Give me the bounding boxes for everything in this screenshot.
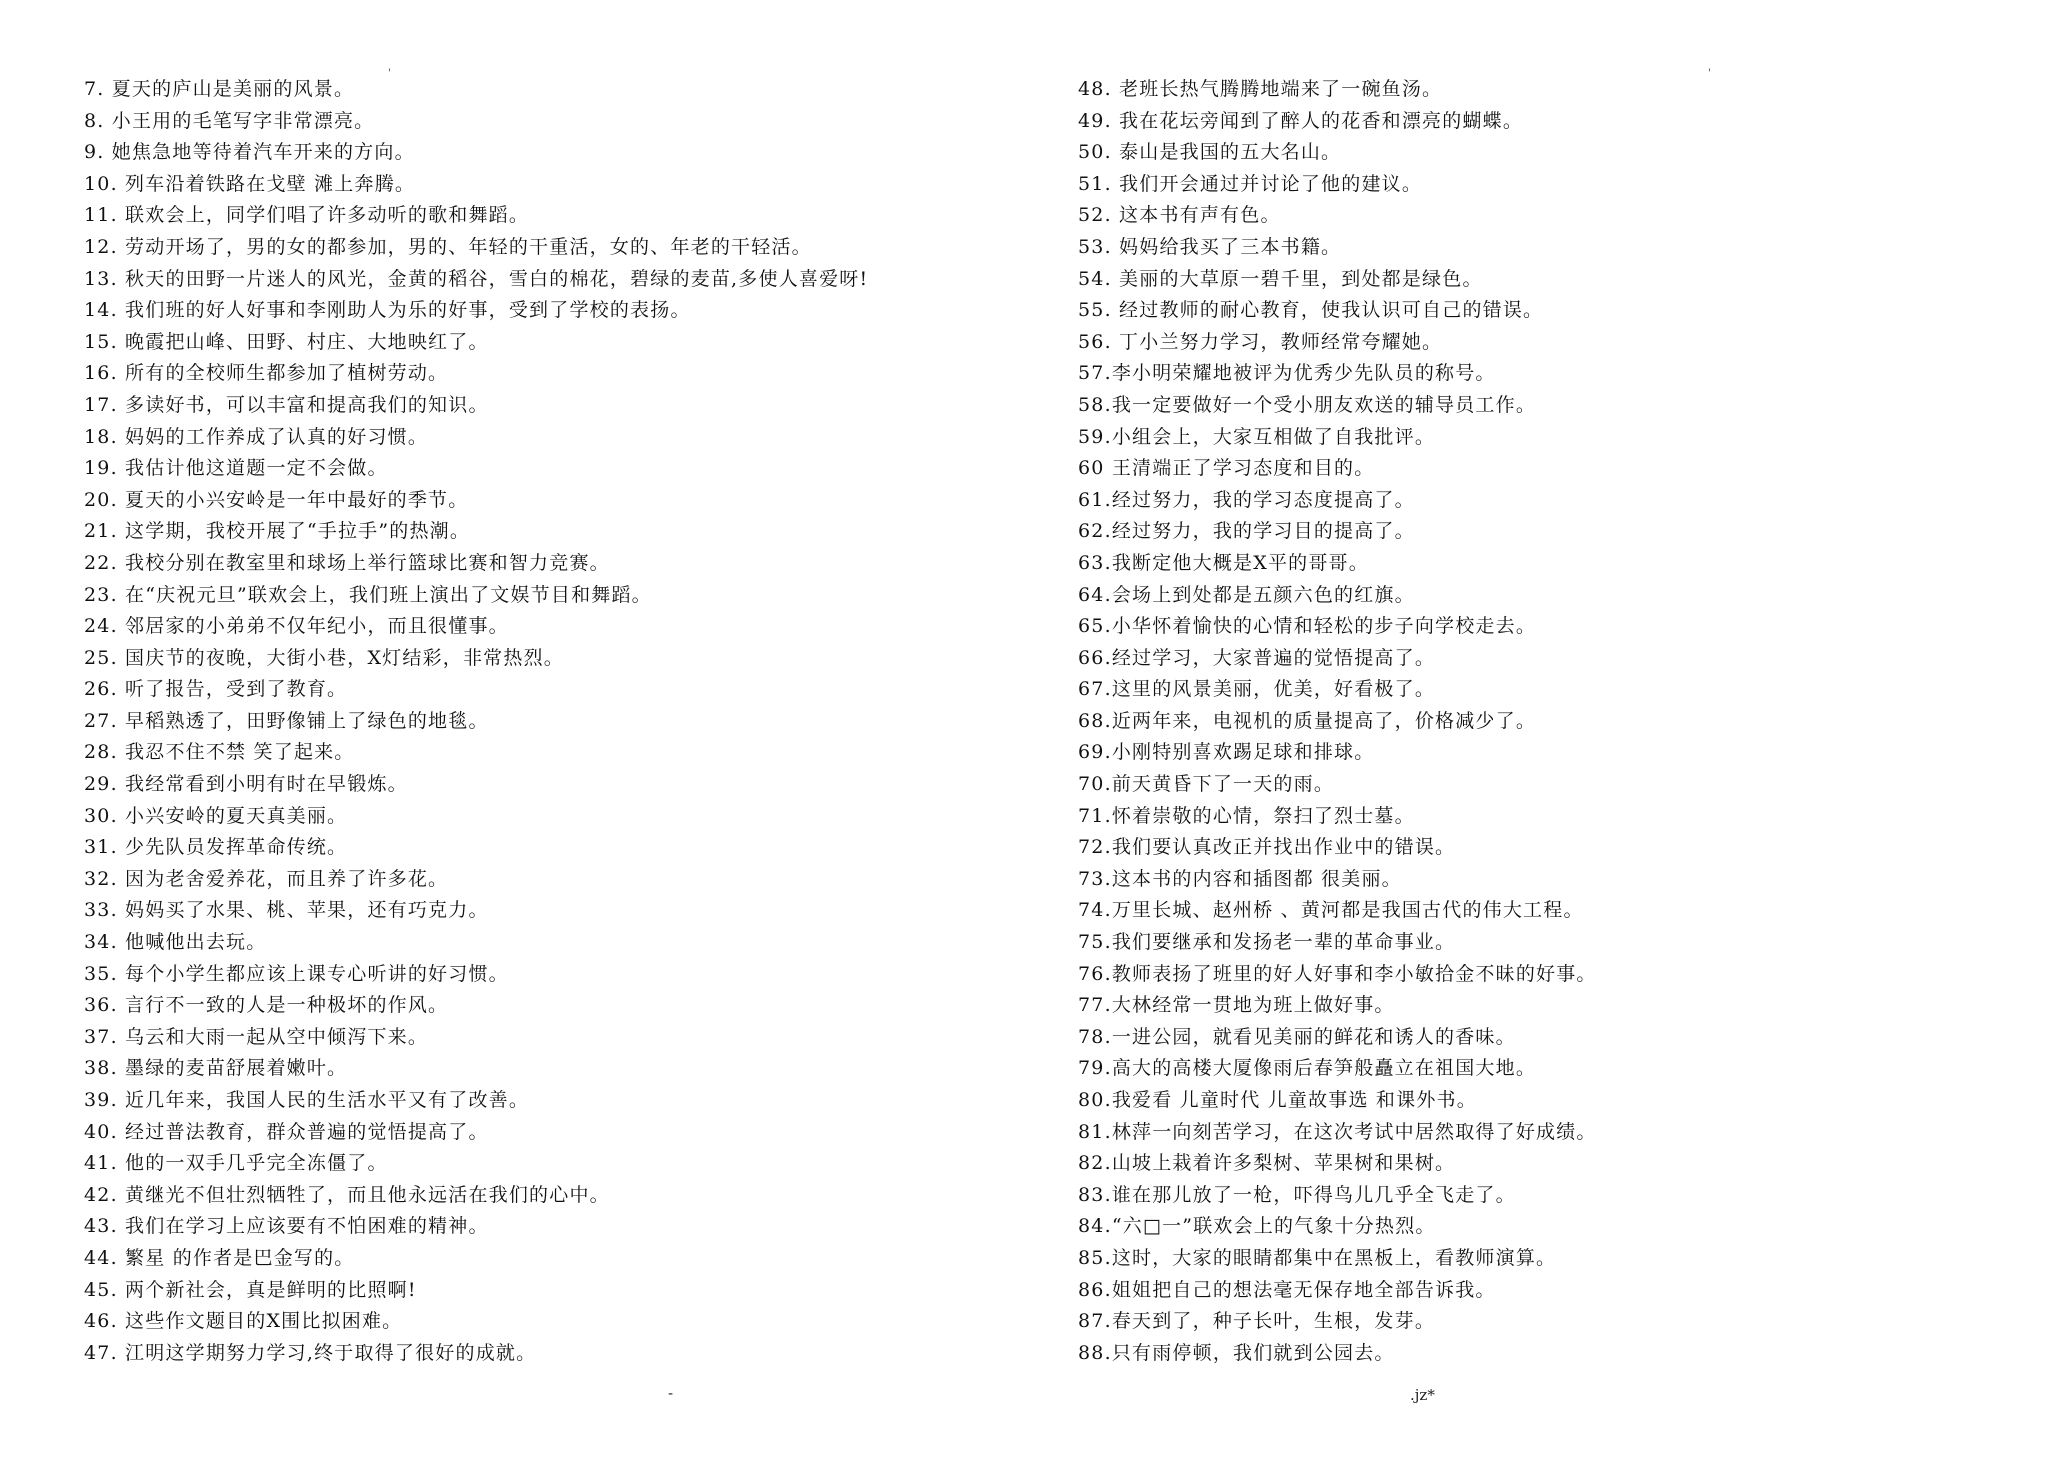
sentence-line: 37. 乌云和大雨一起从空中倾泻下来。 <box>84 1025 429 1048</box>
sentence-line: 34. 他喊他出去玩。 <box>84 931 267 954</box>
sentence-line: 48. 老班长热气腾腾地端来了一碗鱼汤。 <box>1078 78 1443 100</box>
sentence-line: 54. 美丽的大草原一碧千里，到处都是绿色。 <box>1078 267 1483 290</box>
sentence-line: 86.姐姐把自己的想法毫无保存地全部告诉我。 <box>1078 1278 1496 1301</box>
sentence-line: 83.谁在那儿放了一枪，吓得鸟儿几乎全飞走了。 <box>1078 1183 1516 1206</box>
sentence-line: 29. 我经常看到小明有时在早锻炼。 <box>84 773 408 796</box>
sentence-line: 76.教师表扬了班里的好人好事和李小敏拾金不昧的好事。 <box>1078 962 1597 985</box>
sentence-line: 56. 丁小兰努力学习，教师经常夸耀她。 <box>1078 330 1443 353</box>
sentence-line: 18. 妈妈的工作养成了认真的好习惯。 <box>84 425 429 448</box>
sentence-line: 62.经过努力，我的学习目的提高了。 <box>1078 520 1415 543</box>
stray-mark-left: ' <box>388 68 391 79</box>
sentence-line: 36. 言行不一致的人是一种极坏的作风。 <box>84 994 449 1017</box>
sentence-line: 46. 这些作文题目的X围比拟困难。 <box>84 1310 403 1333</box>
sentence-line: 11. 联欢会上，同学们唱了许多动听的歌和舞蹈。 <box>84 204 530 227</box>
sentence-line: 12. 劳动开场了，男的女的都参加，男的、年轻的干重活，女的、年老的干轻活。 <box>84 235 812 258</box>
sentence-line: 33. 妈妈买了水果、桃、苹果，还有巧克力。 <box>84 899 489 922</box>
sentence-line: 47. 江明这学期努力学习,终于取得了很好的成就。 <box>84 1341 537 1364</box>
sentence-line: 52. 这本书有声有色。 <box>1078 204 1281 227</box>
sentence-line: 17. 多读好书，可以丰富和提高我们的知识。 <box>84 393 489 416</box>
sentence-line: 79.高大的高楼大厦像雨后春笋般矗立在祖国大地。 <box>1078 1057 1537 1080</box>
sentence-line: 23. 在“庆祝元旦”联欢会上，我们班上演出了文娱节目和舞蹈。 <box>84 583 652 606</box>
sentence-line: 7. 夏天的庐山是美丽的风景。 <box>84 78 355 100</box>
sentence-line: 28. 我忍不住不禁 笑了起来。 <box>84 741 355 764</box>
sentence-line: 8. 小王用的毛笔写字非常漂亮。 <box>84 109 375 132</box>
left-column <box>84 74 1044 1369</box>
sentence-line: 49. 我在花坛旁闻到了醉人的花香和漂亮的蝴蝶。 <box>1078 109 1524 132</box>
sentence-line: 87.春天到了，种子长叶，生根，发芽。 <box>1078 1310 1436 1333</box>
sentence-line: 82.山坡上栽着许多梨树、苹果树和果树。 <box>1078 1152 1456 1175</box>
sentence-line: 40. 经过普法教育，群众普遍的觉悟提高了。 <box>84 1120 489 1143</box>
sentence-line: 69.小刚特别喜欢踢足球和排球。 <box>1078 741 1375 764</box>
sentence-line: 16. 所有的全校师生都参加了植树劳动。 <box>84 362 449 385</box>
sentence-line: 75.我们要继承和发扬老一辈的革命事业。 <box>1078 931 1456 954</box>
sentence-line: 20. 夏天的小兴安岭是一年中最好的季节。 <box>84 488 469 511</box>
sentence-line: 9. 她焦急地等待着汽车开来的方向。 <box>84 141 415 164</box>
sentence-line: 21. 这学期，我校开展了“手拉手”的热潮。 <box>84 520 471 543</box>
footer-left-mark: - <box>668 1384 674 1402</box>
sentence-line: 38. 墨绿的麦苗舒展着嫩叶。 <box>84 1057 348 1080</box>
sentence-line: 72.我们要认真改正并找出作业中的错误。 <box>1078 836 1456 859</box>
sentence-line: 25. 国庆节的夜晚，大街小巷，X灯结彩，非常热烈。 <box>84 646 564 669</box>
sentence-line: 70.前天黄昏下了一天的雨。 <box>1078 773 1335 796</box>
sentence-line: 30. 小兴安岭的夏天真美丽。 <box>84 804 348 827</box>
sentence-line: 43. 我们在学习上应该要有不怕困难的精神。 <box>84 1215 489 1238</box>
sentence-line: 27. 早稻熟透了，田野像铺上了绿色的地毯。 <box>84 709 489 732</box>
sentence-line: 10. 列车沿着铁路在戈壁 滩上奔腾。 <box>84 172 416 195</box>
sentence-line: 50. 泰山是我国的五大名山。 <box>1078 141 1342 164</box>
right-column <box>1078 74 2038 1369</box>
sentence-line: 15. 晚霞把山峰、田野、村庄、大地映红了。 <box>84 330 489 353</box>
sentence-line: 26. 听了报告，受到了教育。 <box>84 678 348 701</box>
sentence-line: 71.怀着崇敬的心情，祭扫了烈士墓。 <box>1078 804 1415 827</box>
sentence-line: 13. 秋天的田野一片迷人的风光，金黄的稻谷，雪白的棉花，碧绿的麦苗,多使人喜爱呀! <box>84 267 869 290</box>
sentence-line: 53. 妈妈给我买了三本书籍。 <box>1078 235 1342 258</box>
sentence-line: 67.这里的风景美丽，优美，好看极了。 <box>1078 678 1436 701</box>
sentence-line: 59.小组会上，大家互相做了自我批评。 <box>1078 425 1436 448</box>
stray-mark-right: ' <box>1708 68 1711 79</box>
sentence-line: 39. 近几年来，我国人民的生活水平又有了改善。 <box>84 1089 530 1111</box>
sentence-line: 85.这时，大家的眼睛都集中在黑板上，看教师演算。 <box>1078 1246 1557 1269</box>
sentence-line: 58.我一定要做好一个受小朋友欢送的辅导员工作。 <box>1078 393 1537 416</box>
sentence-line: 35. 每个小学生都应该上课专心听讲的好习惯。 <box>84 962 509 985</box>
sentence-line: 32. 因为老舍爱养花，而且养了许多花。 <box>84 867 449 890</box>
sentence-line: 68.近两年来，电视机的质量提高了，价格减少了。 <box>1078 709 1537 732</box>
sentence-line: 73.这本书的内容和插图都 很美丽。 <box>1078 867 1402 890</box>
sentence-line: 41. 他的一双手几乎完全冻僵了。 <box>84 1152 388 1175</box>
sentence-line: 77.大林经常一贯地为班上做好事。 <box>1078 994 1395 1017</box>
sentence-line: 22. 我校分别在教室里和球场上举行篮球比赛和智力竞赛。 <box>84 551 610 574</box>
sentence-line: 88.只有雨停顿，我们就到公园去。 <box>1078 1341 1395 1364</box>
sentence-line: 66.经过学习，大家普遍的觉悟提高了。 <box>1078 646 1436 669</box>
sentence-line: 55. 经过教师的耐心教育，使我认识可自己的错误。 <box>1078 299 1544 322</box>
sentence-line: 61.经过努力，我的学习态度提高了。 <box>1078 488 1415 511</box>
sentence-line: 14. 我们班的好人好事和李刚助人为乐的好事，受到了学校的表扬。 <box>84 299 691 322</box>
sentence-line: 63.我断定他大概是X平的哥哥。 <box>1078 551 1369 574</box>
sentence-line: 42. 黄继光不但壮烈牺牲了，而且他永远活在我们的心中。 <box>84 1183 610 1206</box>
sentence-line: 78.一进公园，就看见美丽的鲜花和诱人的香味。 <box>1078 1025 1516 1048</box>
sentence-line: 80.我爱看 儿童时代 儿童故事选 和课外书。 <box>1078 1089 1477 1111</box>
sentence-line: 19. 我估计他这道题一定不会做。 <box>84 457 388 480</box>
sentence-line: 60 王清端正了学习态度和目的。 <box>1078 457 1375 480</box>
sentence-line: 81.林萍一向刻苦学习，在这次考试中居然取得了好成绩。 <box>1078 1120 1597 1143</box>
sentence-line: 64.会场上到处都是五颜六色的红旗。 <box>1078 583 1415 606</box>
sentence-line: 65.小华怀着愉快的心情和轻松的步子向学校走去。 <box>1078 615 1537 638</box>
sentence-line: 57.李小明荣耀地被评为优秀少先队员的称号。 <box>1078 362 1496 385</box>
sentence-line: 24. 邻居家的小弟弟不仅年纪小，而且很懂事。 <box>84 615 509 638</box>
sentence-line: 44. 繁星 的作者是巴金写的。 <box>84 1246 355 1269</box>
sentence-line: 51. 我们开会通过并讨论了他的建议。 <box>1078 172 1423 195</box>
sentence-line: 31. 少先队员发挥革命传统。 <box>84 836 348 859</box>
sentence-line: 84.“六□一”联欢会上的气象十分热烈。 <box>1078 1215 1436 1238</box>
sentence-line: 45. 两个新社会，真是鲜明的比照啊! <box>84 1278 417 1301</box>
footer-right-mark: .jz* <box>1410 1386 1435 1404</box>
sentence-line: 74.万里长城、赵州桥 、黄河都是我国古代的伟大工程。 <box>1078 899 1584 922</box>
